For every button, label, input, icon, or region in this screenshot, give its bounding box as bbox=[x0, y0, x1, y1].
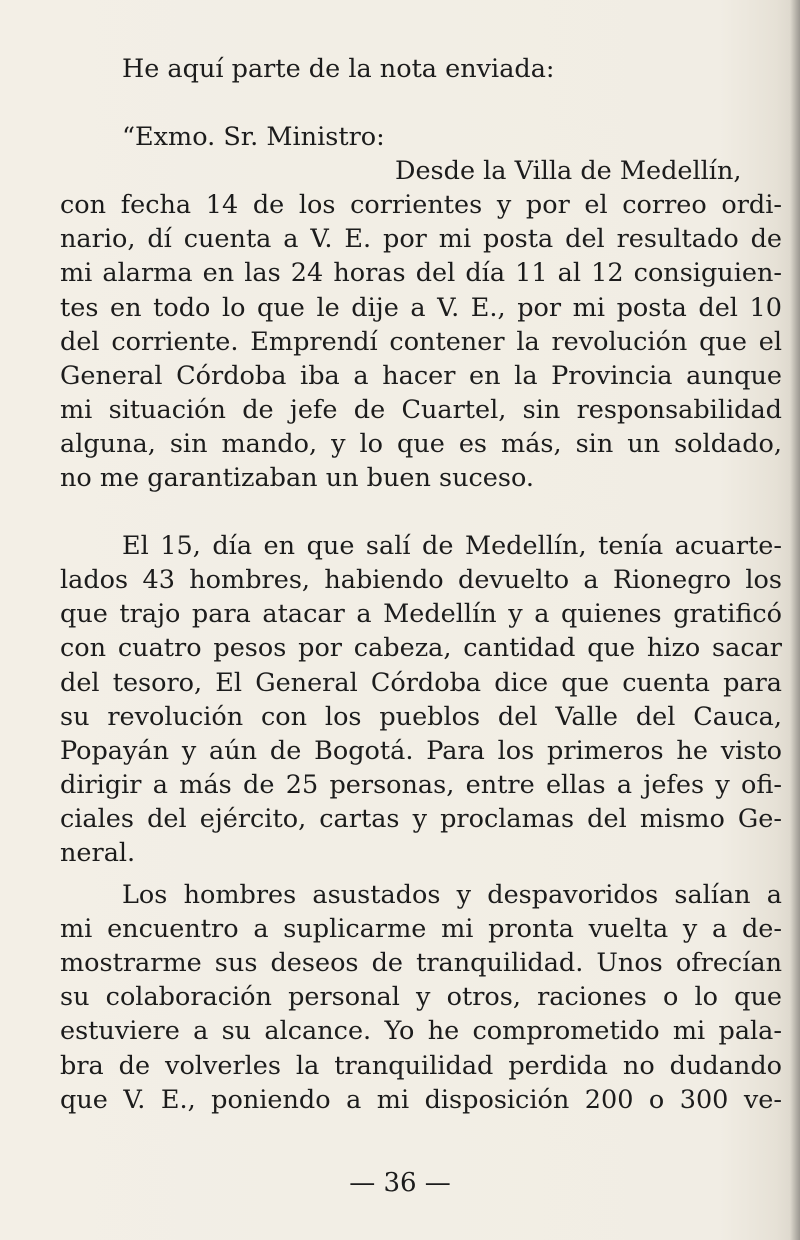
paragraph-3-line-6: bra de volverles la tranquilidad perdida no dudando bbox=[60, 1050, 782, 1081]
paragraph-1-line-7: General Córdoba iba a hacer en la Provincia aunque bbox=[60, 360, 782, 391]
paragraph-2-line-7: Popayán y aún de Bogotá. Para los primeros he visto bbox=[60, 735, 782, 766]
page-edge-shadow bbox=[790, 0, 800, 1240]
paragraph-3-line-2: mi encuentro a suplicarme mi pronta vuelta y a de- bbox=[60, 914, 782, 945]
page-number: — 36 — bbox=[349, 1168, 451, 1198]
paragraph-2-line-1: El 15, día en que salí de Medellín, tenía acuarte- bbox=[122, 531, 782, 562]
paragraph-2-line-9: ciales del ejército, cartas y proclamas del mismo Ge- bbox=[60, 803, 782, 834]
salutation-line: “Exmo. Sr. Ministro: bbox=[122, 122, 385, 153]
paragraph-1-line-4: mi alarma en las 24 horas del día 11 al 12 consiguien- bbox=[60, 258, 782, 289]
paragraph-1-line-3: nario, dí cuenta a V. E. por mi posta del resultado de bbox=[60, 224, 782, 255]
paragraph-1-line-9: alguna, sin mando, y lo que es más, sin un soldado, bbox=[60, 428, 782, 459]
paragraph-1-line-10: no me garantizaban un buen suceso. bbox=[60, 463, 534, 494]
text-body bbox=[60, 52, 782, 1117]
paragraph-3-line-5: estuviere a su alcance. Yo he comprometido mi pala- bbox=[60, 1016, 782, 1047]
paragraph-2-line-2: lados 43 hombres, habiendo devuelto a Rionegro los bbox=[60, 565, 782, 596]
paragraph-1-line-5: tes en todo lo que le dije a V. E., por mi posta del 10 bbox=[60, 292, 782, 323]
paragraph-1-line-2: con fecha 14 de los corrientes y por el correo ordi- bbox=[60, 190, 782, 221]
paragraph-1-line-1: Desde la Villa de Medellín, bbox=[395, 156, 742, 187]
heading-line: He aquí parte de la nota enviada: bbox=[122, 54, 555, 84]
paragraph-2-line-8: dirigir a más de 25 personas, entre ellas a jefes y ofi- bbox=[60, 769, 782, 800]
paragraph-2-line-5: del tesoro, El General Córdoba dice que cuenta para bbox=[60, 667, 782, 698]
paragraph-1-line-6: del corriente. Emprendí contener la revolución que el bbox=[60, 326, 782, 357]
paragraph-1-line-8: mi situación de jefe de Cuartel, sin responsabilidad bbox=[60, 394, 782, 425]
paragraph-2-line-4: con cuatro pesos por cabeza, cantidad que hizo sacar bbox=[60, 633, 782, 664]
paragraph-2-line-6: su revolución con los pueblos del Valle del Cauca, bbox=[60, 701, 782, 732]
paragraph-2-line-3: que trajo para atacar a Medellín y a quienes gratificó bbox=[60, 599, 782, 630]
paragraph-3-line-3: mostrarme sus deseos de tranquilidad. Unos ofrecían bbox=[60, 948, 782, 979]
paragraph-3-line-1: Los hombres asustados y despavoridos salían a bbox=[122, 880, 782, 911]
paragraph-2-line-10: neral. bbox=[60, 837, 136, 868]
paragraph-3-line-4: su colaboración personal y otros, raciones o lo que bbox=[60, 982, 782, 1013]
paragraph-3-line-7: que V. E., poniendo a mi disposición 200 o 300 ve- bbox=[60, 1084, 782, 1115]
